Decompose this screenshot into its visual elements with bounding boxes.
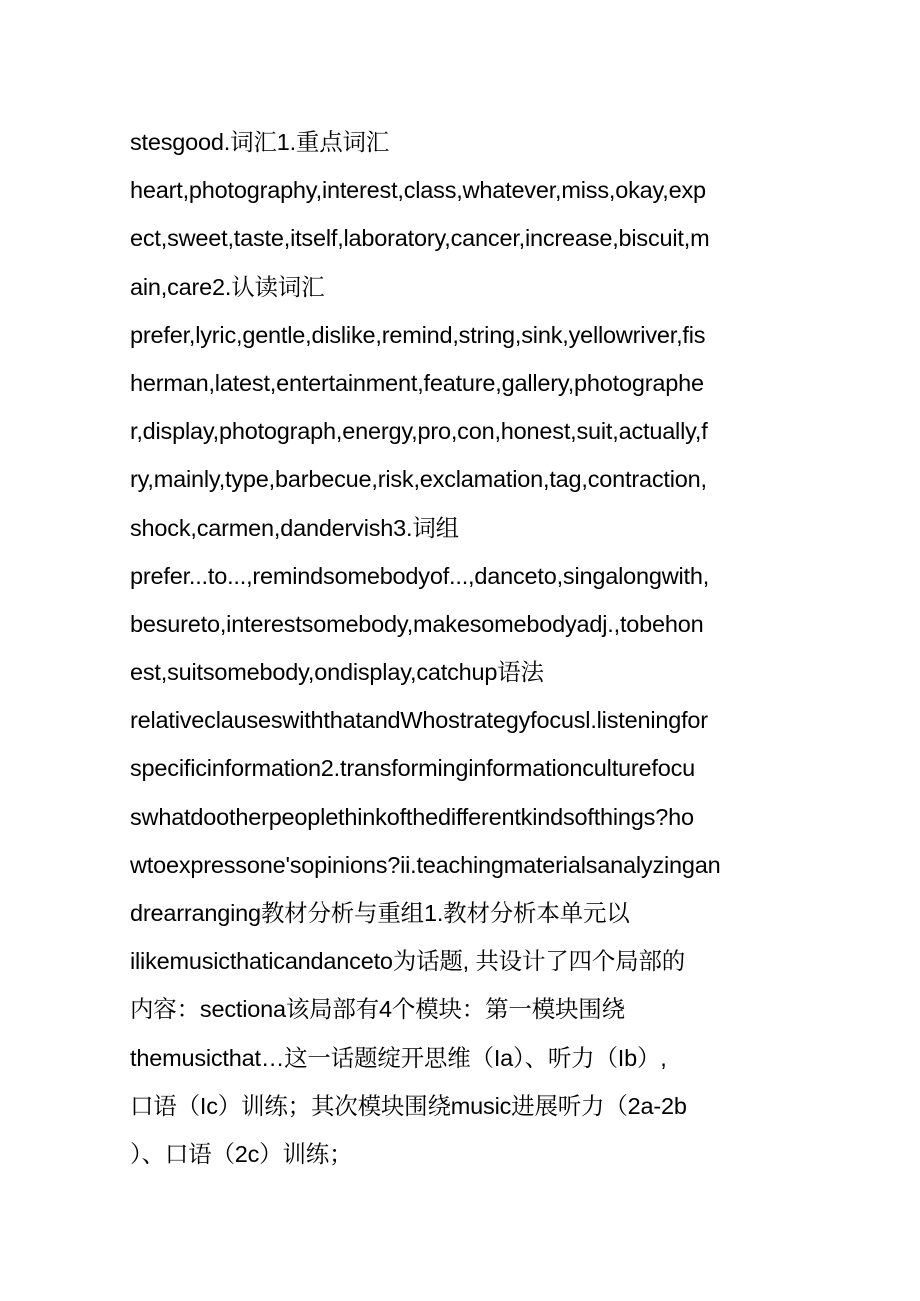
text-line: 内容：sectiona该局部有4个模块：第一模块围绕: [130, 996, 625, 1023]
text-line: heart,photography,interest,class,whatever,miss,okay,exp: [130, 177, 706, 204]
text-line: besureto,interestsomebody,makesomebodyadj.,tobehon: [130, 610, 704, 637]
text-line: ect,sweet,taste,itself,laboratory,cancer,increase,biscuit,m: [130, 225, 710, 252]
text-line: wtoexpressone'sopinions?ii.teachingmaterialsanalyzingan: [130, 851, 721, 878]
text-line: ilikemusicthaticandanceto为话题, 共设计了四个局部的: [130, 948, 686, 975]
text-line: drearranging教材分析与重组1.教材分析本单元以: [130, 900, 630, 926]
text-line: themusicthat…这一话题绽开思维（Ia）、听力（Ib）,: [130, 1044, 667, 1071]
text-line: 口语（Ic）训练；其次模块围绕music进展听力（2a-2b: [130, 1092, 687, 1119]
text-line: prefer,lyric,gentle,dislike,remind,string,sink,yellowriver,fis: [130, 321, 706, 348]
text-line: r,display,photograph,energy,pro,con,honest,suit,actually,f: [130, 418, 708, 445]
text-line: ）、口语（2c）训练；: [130, 1140, 353, 1167]
document-body: [130, 118, 790, 1178]
text-line: prefer...to...,remindsomebodyof...,danceto,singalongwith,: [130, 562, 710, 589]
text-line: stesgood.词汇1.重点词汇: [130, 129, 390, 155]
text-line: herman,latest,entertainment,feature,gallery,photographe: [130, 369, 704, 396]
text-line: ain,care2.认读词汇: [130, 273, 325, 300]
text-line: specificinformation2.transforminginformationculturefocu: [130, 755, 696, 782]
text-line: shock,carmen,dandervish3.词组: [130, 514, 459, 541]
text-line: ry,mainly,type,barbecue,risk,exclamation,tag,contraction,: [130, 466, 707, 493]
text-line: swhatdootherpeoplethinkofthedifferentkindsofthings?ho: [130, 803, 694, 830]
text-line: est,suitsomebody,ondisplay,catchup语法: [130, 659, 544, 686]
text-line: relativeclauseswiththatandWhostrategyfocusl.listeningfor: [130, 707, 708, 734]
